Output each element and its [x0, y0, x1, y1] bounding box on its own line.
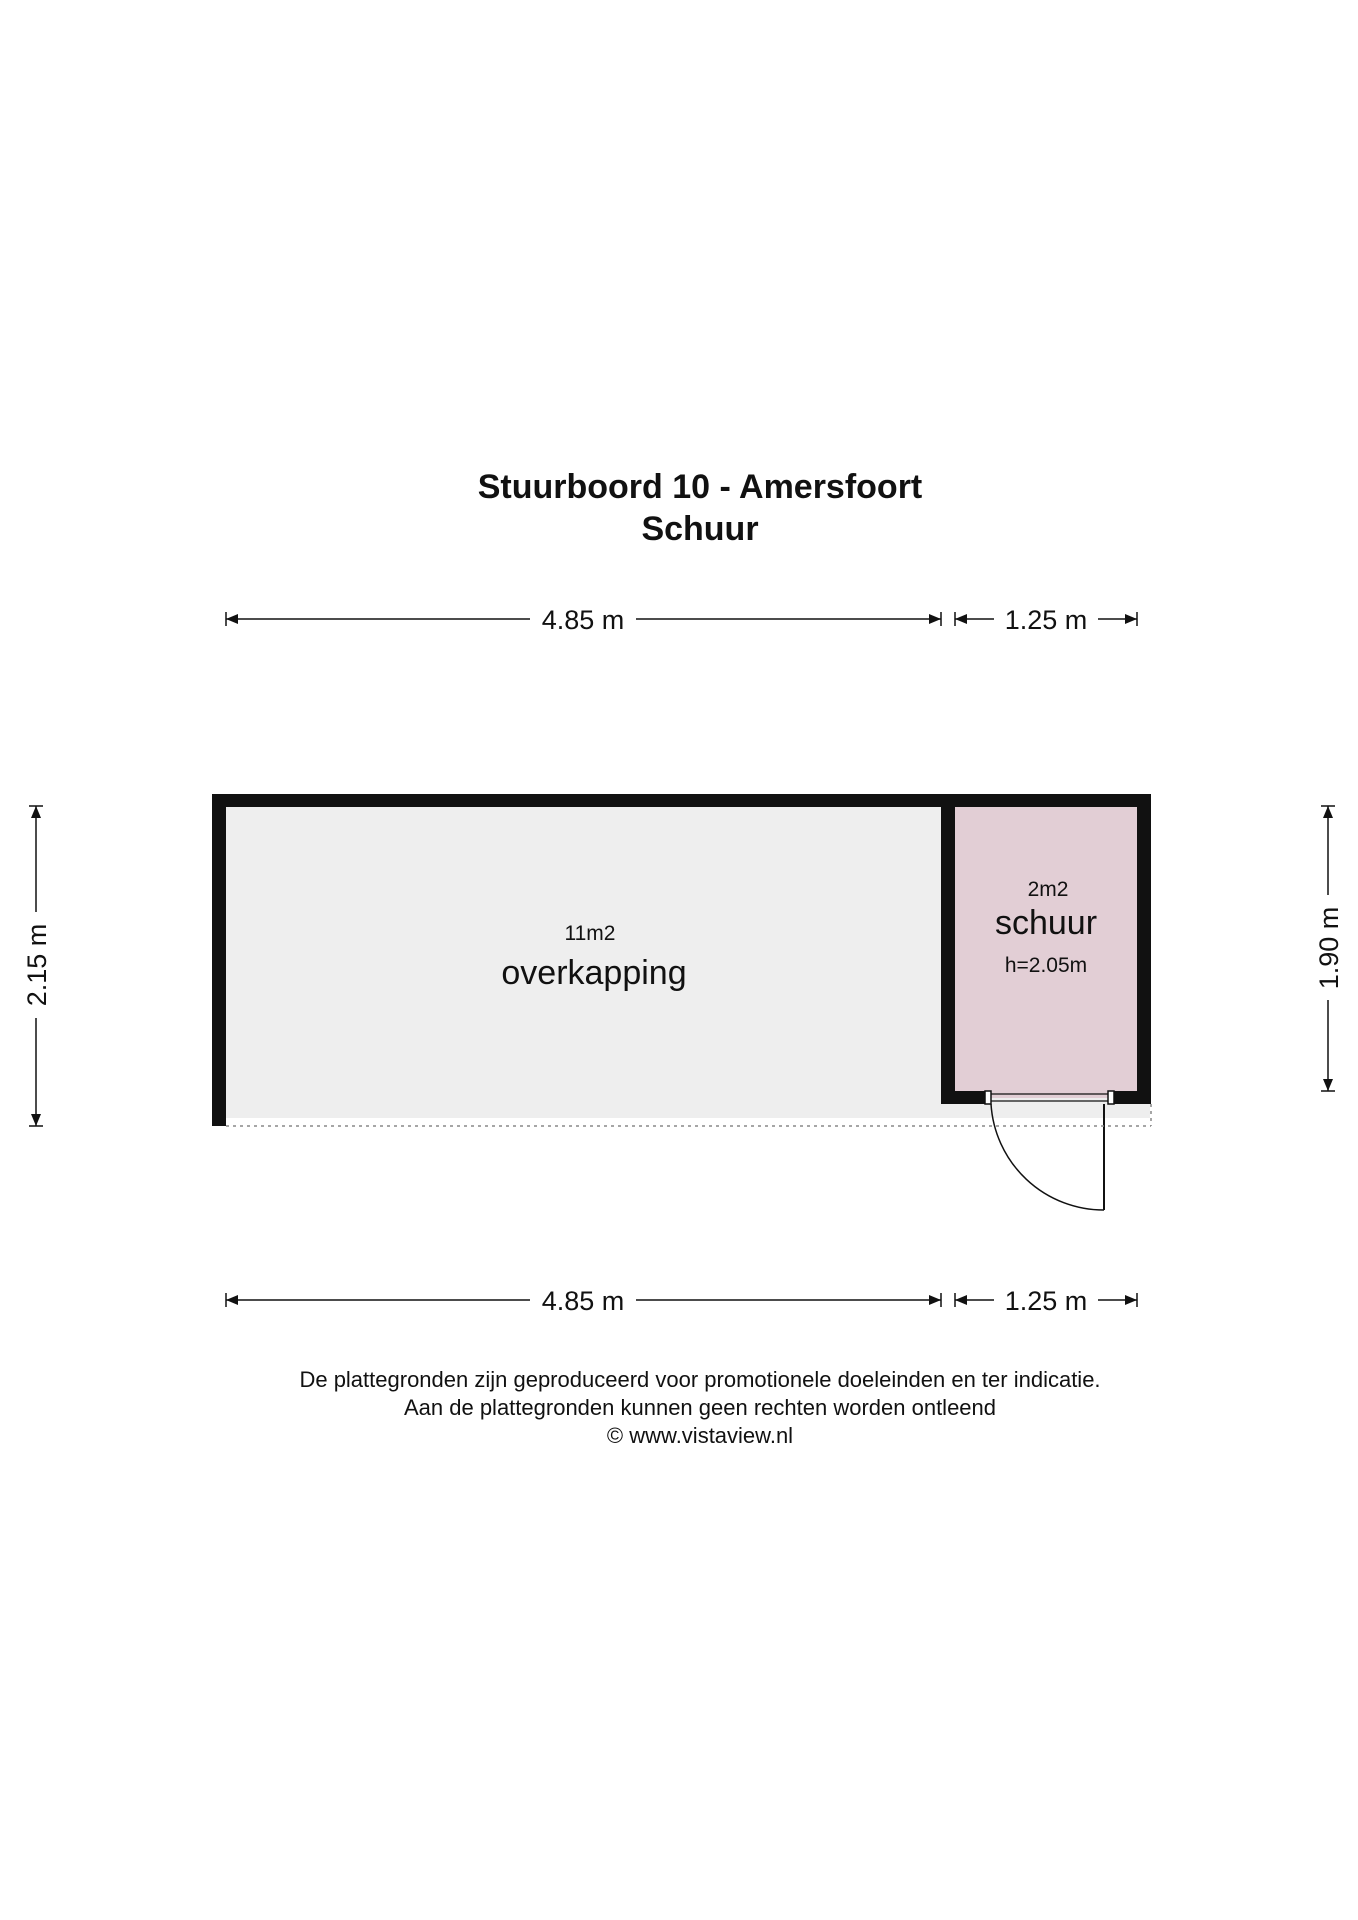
- top-left-dimension: 4.85 m: [541, 605, 625, 635]
- wall-shed-front-left: [941, 1091, 985, 1104]
- overkapping-area: 11m2: [564, 922, 616, 945]
- schuur-name: schuur: [994, 904, 1098, 942]
- copyright-line: © www.vistaview.nl: [606, 1423, 794, 1448]
- door-frame-left: [985, 1091, 991, 1104]
- disclaimer-line-2: Aan de plattegronden kunnen geen rechten worden ontleend: [403, 1395, 997, 1420]
- wall-top: [212, 794, 1151, 807]
- schuur-height: h=2.05m: [1004, 954, 1088, 977]
- schuur-area: 2m2: [1027, 878, 1069, 901]
- bottom-dimensions: [226, 1293, 1137, 1307]
- disclaimer: [250, 1366, 1150, 1450]
- wall-left: [212, 794, 226, 1126]
- wall-partition: [941, 794, 955, 1104]
- address-title: Stuurboord 10 - Amersfoort: [477, 468, 923, 506]
- bottom-right-dimension: 1.25 m: [1004, 1286, 1088, 1316]
- floor-title: Schuur: [641, 510, 759, 548]
- door-swing-arc: [991, 1104, 1104, 1210]
- left-height-dimension: 2.15 m: [22, 923, 52, 1007]
- schuur-floor: [954, 806, 1137, 1098]
- bottom-left-dimension: 4.85 m: [541, 1286, 625, 1316]
- top-right-dimension: 1.25 m: [1004, 605, 1088, 635]
- door-frame-right: [1108, 1091, 1114, 1104]
- top-dimensions: [226, 612, 1137, 626]
- right-height-dimension: 1.90 m: [1314, 906, 1344, 990]
- disclaimer-line-1: De plattegronden zijn geproduceerd voor promotionele doeleinden en ter indicatie.: [299, 1367, 1101, 1392]
- overkapping-name: overkapping: [501, 954, 687, 992]
- wall-right: [1137, 794, 1151, 1104]
- wall-shed-front-right: [1114, 1091, 1151, 1104]
